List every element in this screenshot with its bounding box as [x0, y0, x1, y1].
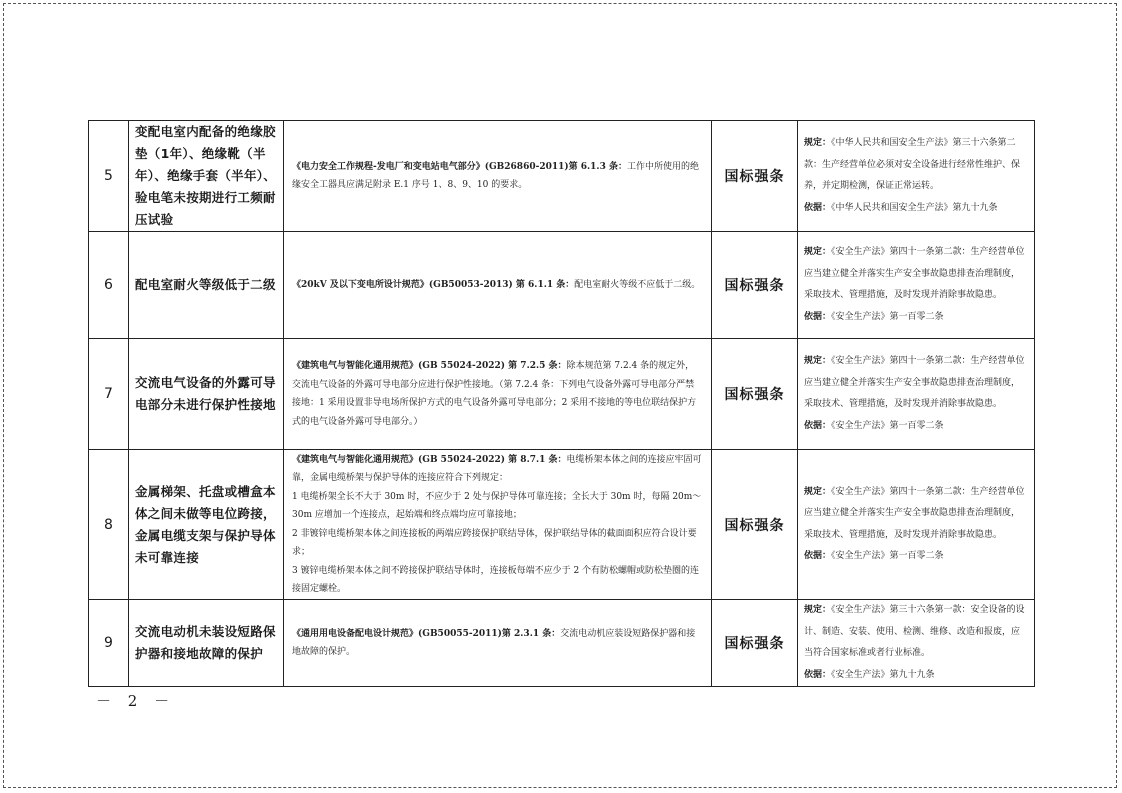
standard-text: 交流电动机应装设短路保护器和接地故障的保护。	[292, 628, 696, 657]
standard-basis	[284, 121, 712, 232]
row-number: 9	[89, 600, 129, 687]
table-row	[89, 121, 1035, 232]
reference-text: 《安全生产法》第一百零二条	[831, 420, 944, 431]
row-number: 5	[89, 121, 129, 232]
standard-text: 配电室耐火等级不应低于二级。	[574, 279, 701, 290]
reference-text: 《安全生产法》第一百零二条	[831, 551, 944, 561]
regulation-text: 《安全生产法》第三十六条第一款：安全设备的设计、制造、安装、使用、检测、维修、改造和报废，应当符合国家标准或者行业标准。	[804, 605, 1025, 658]
hazard-item: 交流电动机未装设短路保护器和接地故障的保护	[129, 600, 284, 687]
standard-clause: 1 电缆桥架全长不大于 30m 时，不应少于 2 处与保护导体可靠连接；全长大于 30m 时，每隔 20m～30m 应增加一个连接点，起始端和终点端均应可靠接地；	[292, 491, 702, 520]
standard-text: 电缆桥架本体之间的连接应牢固可靠，金属电缆桥架与保护导体的连接应符合下列规定：	[292, 454, 702, 483]
standard-basis	[284, 600, 712, 687]
row-number: 7	[89, 339, 129, 450]
regulation-cell	[798, 339, 1035, 450]
category-label: 国标强条	[712, 600, 798, 687]
standard-basis	[284, 450, 712, 600]
reference-label: 依据：	[804, 551, 832, 561]
regulation-cell	[798, 232, 1035, 339]
hazard-item: 配电室耐火等级低于二级	[129, 232, 284, 339]
regulation-label: 规定：	[804, 356, 832, 366]
standard-basis	[284, 232, 712, 339]
regulation-label: 规定：	[804, 486, 832, 497]
regulation-label: 规定：	[804, 605, 832, 615]
regulation-label: 规定：	[804, 138, 832, 148]
row-number: 6	[89, 232, 129, 339]
standard-title: 《20kV 及以下变电所设计规范》(GB50053-2013) 第 6.1.1 条：	[292, 279, 575, 290]
reference-label: 依据：	[804, 669, 832, 680]
regulation-cell	[798, 600, 1035, 687]
category-label: 国标强条	[712, 339, 798, 450]
standard-text: 工作中所使用的绝缘安全工器具应满足附录 E.1 序号 1、8、9、10 的要求。	[292, 161, 699, 190]
reference-label: 依据：	[804, 311, 832, 322]
standard-text: 除本规范第 7.2.4 条的规定外，交流电气设备的外露可导电部分应进行保护性接地。（第 7.2.4 条：下列电气设备外露可导电部分严禁接地：1 采用设置非导电场所保护方式的电气设备外露可导电部分；2 采用不接地的等电位联结保护方式的电气设备外露可导电部分。）	[292, 361, 697, 427]
standard-basis	[284, 339, 712, 450]
reference-text: 《安全生产法》第九十九条	[831, 669, 935, 680]
reference-text: 《安全生产法》第一百零二条	[831, 311, 944, 322]
table-row	[89, 339, 1035, 450]
standard-clause: 2 非镀锌电缆桥架本体之间连接板的两端应跨接保护联结导体，保护联结导体的截面面积应符合设计要求；	[292, 528, 697, 557]
standard-title: 《建筑电气与智能化通用规范》(GB 55024-2022) 第 8.7.1 条：	[292, 454, 567, 465]
regulation-text: 《安全生产法》第四十一条第二款：生产经营单位应当建立健全并落实生产安全事故隐患排查治理制度，采取技术、管理措施，及时发现并消除事故隐患。	[804, 486, 1025, 540]
regulation-text: 《中华人民共和国安全生产法》第三十六条第二款：生产经营单位必须对安全设备进行经常性维护、保养，并定期检测，保证正常运转。	[804, 138, 1021, 191]
table-row	[89, 450, 1035, 600]
hazard-item: 变配电室内配备的绝缘胶垫（1年）、绝缘靴（半年）、绝缘手套（半年）、验电笔未按期进行工频耐压试验	[129, 121, 284, 232]
reference-label: 依据：	[804, 420, 832, 431]
hazard-table	[88, 120, 1035, 687]
category-label: 国标强条	[712, 232, 798, 339]
row-number: 8	[89, 450, 129, 600]
standard-title: 《建筑电气与智能化通用规范》(GB 55024-2022) 第 7.2.5 条：	[292, 361, 567, 371]
table-row	[89, 600, 1035, 687]
category-label: 国标强条	[712, 450, 798, 600]
page-number: － 2 －	[96, 692, 176, 710]
regulation-label: 规定：	[804, 247, 832, 257]
reference-text: 《中华人民共和国安全生产法》第九十九条	[831, 202, 998, 213]
regulation-cell	[798, 121, 1035, 232]
standard-clause: 3 镀锌电缆桥架本体之间不跨接保护联结导体时，连接板每端不应少于 2 个有防松螺帽或防松垫圈的连接固定螺栓。	[292, 565, 700, 594]
standard-title: 《通用用电设备配电设计规范》(GB50055-2011)第 2.3.1 条：	[292, 628, 561, 639]
hazard-item: 金属梯架、托盘或槽盒本体之间未做等电位跨接，金属电缆支架与保护导体未可靠连接	[129, 450, 284, 600]
regulation-text: 《安全生产法》第四十一条第二款：生产经营单位应当建立健全并落实生产安全事故隐患排查治理制度，采取技术、管理措施，及时发现并消除事故隐患。	[804, 356, 1025, 409]
hazard-item: 交流电气设备的外露可导电部分未进行保护性接地	[129, 339, 284, 450]
regulation-cell	[798, 450, 1035, 600]
category-label: 国标强条	[712, 121, 798, 232]
table-row	[89, 232, 1035, 339]
regulation-text: 《安全生产法》第四十一条第二款：生产经营单位应当建立健全并落实生产安全事故隐患排查治理制度，采取技术、管理措施，及时发现并消除事故隐患。	[804, 247, 1025, 300]
standard-title: 《电力安全工作规程-发电厂和变电站电气部分》(GB26860-2011)第 6.1.3 条：	[292, 161, 627, 172]
reference-label: 依据：	[804, 202, 832, 213]
